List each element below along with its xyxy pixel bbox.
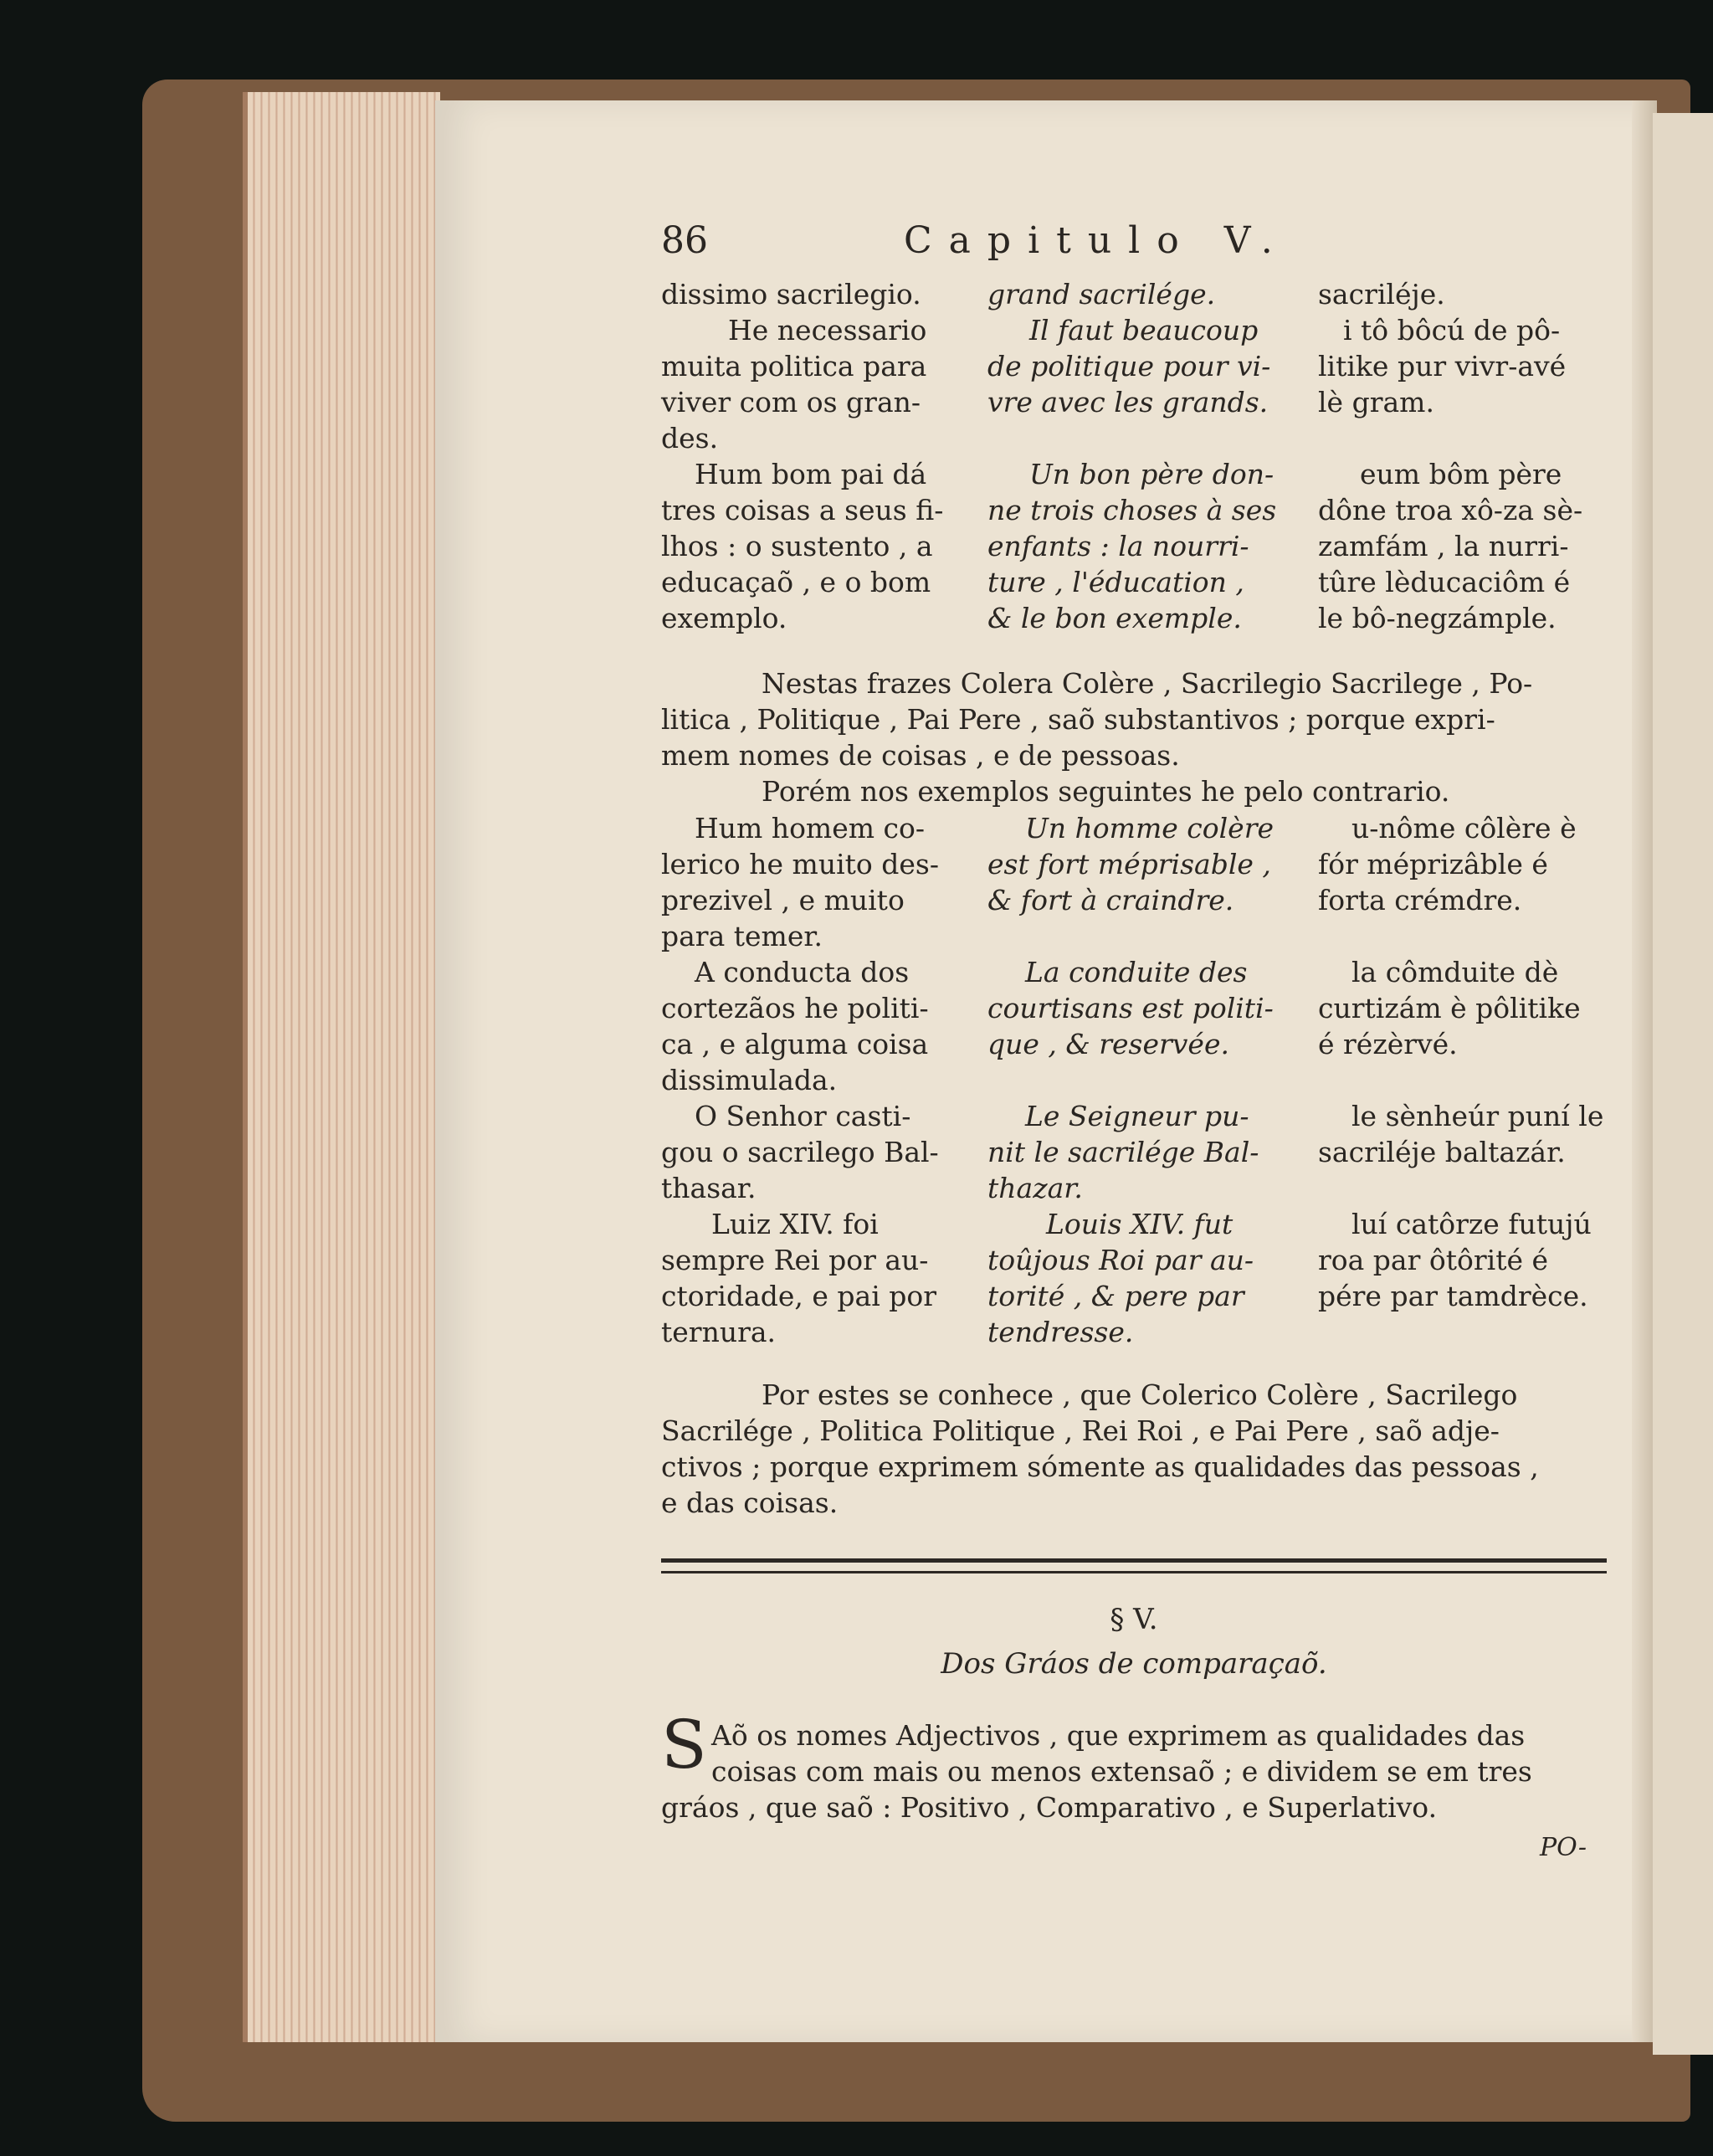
text-line: nit le sacrilége Bal- (987, 1136, 1259, 1168)
text-line: Por estes se conhece , que Colerico Colère , Sacrilego (762, 1378, 1518, 1411)
text-line: torité , & pere par (987, 1280, 1244, 1312)
text-line (987, 1062, 1289, 1098)
text-line: e das coisas. (661, 1486, 839, 1519)
text-line: courtisans est politi- (987, 992, 1274, 1024)
text-line: sacriléje. (1318, 278, 1445, 311)
text-line: sacriléje baltazár. (1318, 1136, 1566, 1168)
text-line: Hum homem co- (695, 812, 926, 844)
text-line: O Senhor casti- (695, 1100, 911, 1132)
text-line: la cômduite dè (1351, 956, 1559, 988)
text-line: ca , e alguma coisa (661, 1028, 929, 1060)
facing-page-edge (1653, 113, 1713, 2055)
text-line: thazar. (987, 1172, 1083, 1204)
portuguese-column (661, 810, 950, 1350)
drop-cap: S (661, 1706, 707, 1784)
text-line: La conduite des (1025, 956, 1248, 988)
text-line: forta crémdre. (1318, 884, 1522, 916)
text-line: curtizám è pôlitike (1318, 992, 1581, 1024)
text-line: & le bon exemple. (987, 602, 1242, 634)
text-line: lerico he muito des- (661, 848, 939, 880)
text-line: Un bon père don- (1029, 458, 1274, 490)
paragraph-degrees (661, 1717, 1607, 1825)
text-line (1318, 1314, 1607, 1350)
text-line: dône troa xô-za sè- (1318, 494, 1583, 526)
text-line: thasar. (661, 1172, 756, 1204)
text-line: educaçaõ , e o bom (661, 566, 931, 598)
text-line: Porém nos exemplos seguintes he pelo contrario. (762, 775, 1450, 808)
text-line: des. (661, 422, 719, 454)
text-line: roa par ôtôrité é (1318, 1244, 1549, 1276)
text-line: A conducta dos (695, 956, 910, 988)
text-line: gou o sacrilego Bal- (661, 1136, 939, 1168)
pronunciation-column (1318, 810, 1607, 1350)
text-line: dissimulada. (661, 1064, 838, 1096)
text-line: grand sacrilége. (987, 278, 1216, 311)
text-line: ne trois choses à ses (987, 494, 1277, 526)
text-line: u-nôme côlère è (1351, 812, 1577, 844)
text-line: Sacrilége , Politica Politique , Rei Roi , e Pai Pere , saõ adje- (661, 1414, 1500, 1447)
chapter-title: Capitulo V. (904, 219, 1290, 262)
text-line: pére par tamdrèce. (1318, 1280, 1588, 1312)
text-line: enfants : la nourri- (987, 530, 1249, 562)
text-line: luí catôrze futujú (1351, 1208, 1592, 1240)
catchword: PO- (1540, 1833, 1587, 1862)
text-line: Luiz XIV. foi (711, 1208, 879, 1240)
text-line: ternura. (661, 1316, 777, 1348)
text-line: le sènheúr puní le (1351, 1100, 1604, 1132)
text-line: que , & reservée. (987, 1028, 1229, 1060)
text-line: Il faut beaucoup (1029, 314, 1259, 346)
text-line: coisas com mais ou menos extensaõ ; e dividem se em tres (711, 1755, 1532, 1788)
text-line (1318, 918, 1607, 954)
text-line: lè gram. (1318, 386, 1434, 418)
text-line: sempre Rei por au- (661, 1244, 929, 1276)
text-line: litica , Politique , Pai Pere , saõ substantivos ; porque expri- (661, 703, 1495, 736)
text-line: Le Seigneur pu- (1025, 1100, 1249, 1132)
pronunciation-column (1318, 276, 1607, 636)
running-header (661, 219, 1632, 270)
text-line: fór méprizâble é (1318, 848, 1548, 880)
text-line: i tô bôcú de pô- (1343, 314, 1561, 346)
text-line: lhos : o sustento , a (661, 530, 933, 562)
text-line: vre avec les grands. (987, 386, 1269, 418)
paragraph-adjectives (661, 1377, 1607, 1521)
text-line: Louis XIV. fut (1046, 1208, 1233, 1240)
text-line (1318, 1062, 1607, 1098)
text-line: ture , l'éducation , (987, 566, 1244, 598)
text-line: gráos , que saõ : Positivo , Comparativo , e Superlativo. (661, 1791, 1438, 1824)
text-line: ctivos ; porque exprimem sómente as qualidades das pessoas , (661, 1450, 1539, 1483)
text-line: ctoridade, e pai por (661, 1280, 937, 1312)
text-line: tûre lèducaciôm é (1318, 566, 1571, 598)
text-line: toûjous Roi par au- (987, 1244, 1254, 1276)
section-divider (661, 1558, 1607, 1573)
page-edges (243, 92, 440, 2042)
paragraph-substantives (661, 665, 1607, 809)
text-line: eum bôm père (1360, 458, 1562, 490)
page-number: 86 (661, 219, 708, 262)
portuguese-column (661, 276, 950, 636)
text-line: est fort méprisable , (987, 848, 1271, 880)
text-line (1318, 420, 1607, 456)
text-line: é rézèrvé. (1318, 1028, 1458, 1060)
text-line: exemplo. (661, 602, 787, 634)
text-line: tres coisas a seus fi- (661, 494, 944, 526)
text-line: zamfám , la nurri- (1318, 530, 1569, 562)
french-column (987, 276, 1289, 636)
text-line: He necessario (728, 314, 927, 346)
text-line: dissimo sacrilegio. (661, 278, 921, 311)
text-line: litike pur vivr-avé (1318, 350, 1567, 382)
text-line: Un homme colère (1025, 812, 1274, 844)
text-line: prezivel , e muito (661, 884, 905, 916)
text-line: muita politica para (661, 350, 927, 382)
text-line: viver com os gran- (661, 386, 921, 418)
text-line (987, 918, 1289, 954)
text-line: mem nomes de coisas , e de pessoas. (661, 739, 1180, 772)
text-line: tendresse. (987, 1316, 1134, 1348)
section-title: Dos Gráos de comparaçaõ. (941, 1647, 1327, 1681)
text-line: Hum bom pai dá (695, 458, 927, 490)
text-line: cortezãos he politi- (661, 992, 929, 1024)
text-line (987, 420, 1289, 456)
section-number: § V. (1110, 1603, 1158, 1636)
text-line (1318, 1170, 1607, 1206)
text-line: Nestas frazes Colera Colère , Sacrilegio Sacrilege , Po- (762, 667, 1533, 700)
text-line: le bô-negzámple. (1318, 602, 1557, 634)
french-column (987, 810, 1289, 1350)
text-line: & fort à craindre. (987, 884, 1234, 916)
text-line: Aõ os nomes Adjectivos , que exprimem as qualidades das (711, 1719, 1526, 1752)
text-line: de politique pour vi- (987, 350, 1271, 382)
text-line: para temer. (661, 920, 823, 952)
